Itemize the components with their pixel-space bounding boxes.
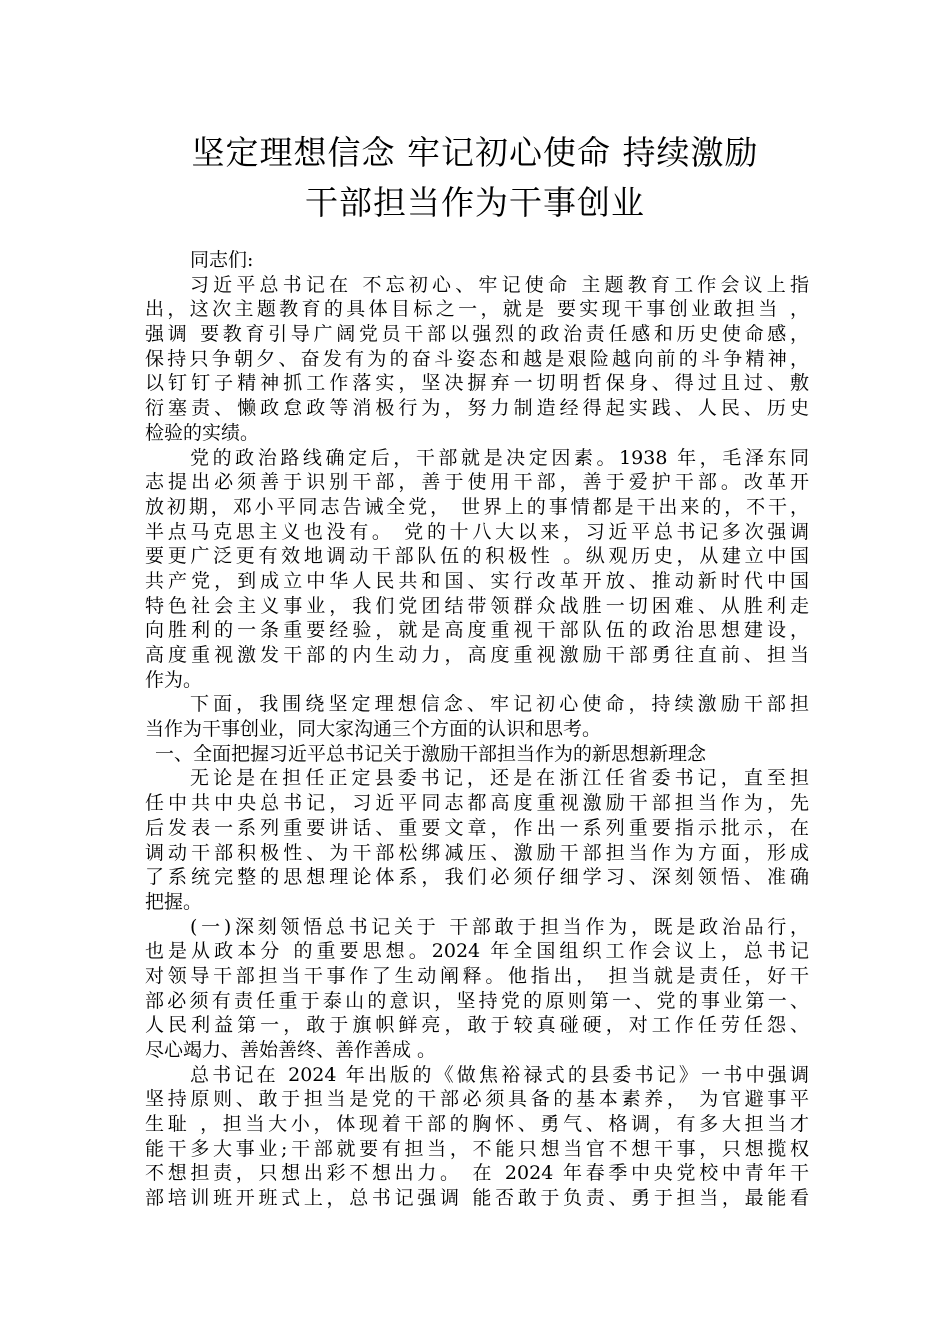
document-title <box>0 128 950 228</box>
text-line: 半点马克思主义也没有。 党的十八大以来，习近平总书记多次强调 <box>145 520 809 543</box>
text-line: 也是从政本分 的重要思想。2024 年全国组织工作会议上，总书记 <box>145 940 809 963</box>
text-line: 强调 要教育引导广阔党员干部以强烈的政治责任感和历史使命感， <box>145 323 809 346</box>
text-line: 下面，我围绕坚定理想信念、牢记初心使命，持续激励干部担 <box>190 693 809 716</box>
text-line: 生耻 ，担当大小，体现着干部的胸怀、勇气、格调，有多大担当才 <box>145 1113 809 1136</box>
text-line: 检验的实绩。 <box>145 421 260 444</box>
text-line: 总书记在 2024 年出版的《做焦裕禄式的县委书记》一书中强调 <box>190 1063 809 1086</box>
title-line-1: 坚定理想信念 牢记初心使命 持续激励 <box>191 133 759 172</box>
text-line: 要更广泛更有效地调动干部队伍的积极性 。纵观历史，从建立中国 <box>145 545 809 568</box>
text-line: 志提出必须善于识别干部，善于使用干部，善于爱护干部。改革开 <box>145 471 809 494</box>
text-line: 衍塞责、懒政怠政等消极行为，努力制造经得起实践、人民、历史 <box>145 397 809 420</box>
text-line: 向胜利的一条重要经验，就是高度重视干部队伍的政治思想建设， <box>145 619 809 642</box>
text-line: 不想担责，只想出彩不想出力。 在 2024 年春季中央党校中青年干 <box>145 1162 809 1185</box>
document-body <box>145 248 809 1211</box>
title-line-2: 干部担当作为干事创业 <box>305 183 645 222</box>
text-line: 了系统完整的思想理论体系，我们必须仔细学习、深刻领悟、准确 <box>145 866 809 889</box>
text-line: 共产党，到成立中华人民共和国、实行改革开放、推动新时代中国 <box>145 569 809 592</box>
text-line: 作为。 <box>145 668 203 691</box>
text-line: 尽心竭力、善始善终、善作善成 。 <box>145 1039 437 1061</box>
text-line: 任中共中央总书记，习近平同志都高度重视激励干部担当作为，先 <box>145 792 809 815</box>
text-line: 放初期，邓小平同志告诫全党， 世界上的事情都是干出来的，不干， <box>145 495 809 518</box>
text-line: 能干多大事业;干部就要有担当，不能只想当官不想干事，只想揽权 <box>145 1137 809 1160</box>
text-line: (一)深刻领悟总书记关于 干部敢于担当作为，既是政治品行， <box>190 915 809 938</box>
text-line: 同志们: <box>190 249 254 271</box>
text-line: 人民利益第一，敢于旗帜鲜亮，敢于较真碰硬，对工作任劳任怨、 <box>145 1014 809 1037</box>
text-line: 高度重视激发干部的内生动力，高度重视激励干部勇往直前、担当 <box>145 644 809 666</box>
text-line: 特色社会主义事业，我们党团结带领群众战胜一切困难、从胜利走 <box>145 594 809 617</box>
text-line: 部必须有责任重于泰山的意识，坚持党的原则第一、党的事业第一、 <box>145 989 809 1012</box>
text-line: 出，这次主题教育的具体目标之一，就是 要实现干事创业敢担当 ， <box>145 298 809 321</box>
text-line: 调动干部积极性、为干部松绑减压、激励干部担当作为方面，形成 <box>145 841 809 864</box>
text-line: 保持只争朝夕、奋发有为的奋斗姿态和越是艰险越向前的斗争精神， <box>145 347 809 370</box>
text-line: 以钉钉子精神抓工作落实，坚决摒弃一切明哲保身、得过且过、敷 <box>145 372 809 395</box>
text-line: 当作为干事创业，同大家沟通三个方面的认识和思考。 <box>145 718 602 741</box>
text-line: 对领导干部担当干事作了生动阐释。他指出， 担当就是责任，好干 <box>145 964 809 987</box>
text-line: 坚持原则、敢于担当是党的干部必须具备的基本素养， 为官避事平 <box>145 1088 809 1111</box>
text-line: 党的政治路线确定后，干部就是决定因素。1938 年，毛泽东同 <box>190 446 809 469</box>
section-heading: 一、全面把握习近平总书记关于激励干部担当作为的新思想新理念 <box>155 742 707 765</box>
text-line: 把握。 <box>145 890 203 913</box>
text-line: 无论是在担任正定县委书记，还是在浙江任省委书记，直至担 <box>190 767 809 790</box>
text-line: 后发表一系列重要讲话、重要文章，作出一系列重要指示批示，在 <box>145 816 809 839</box>
text-line: 部培训班开班式上，总书记强调 能否敢于负责、勇于担当，最能看 <box>145 1187 809 1210</box>
text-line: 习近平总书记在 不忘初心、牢记使命 主题教育工作会议上指 <box>190 273 809 296</box>
